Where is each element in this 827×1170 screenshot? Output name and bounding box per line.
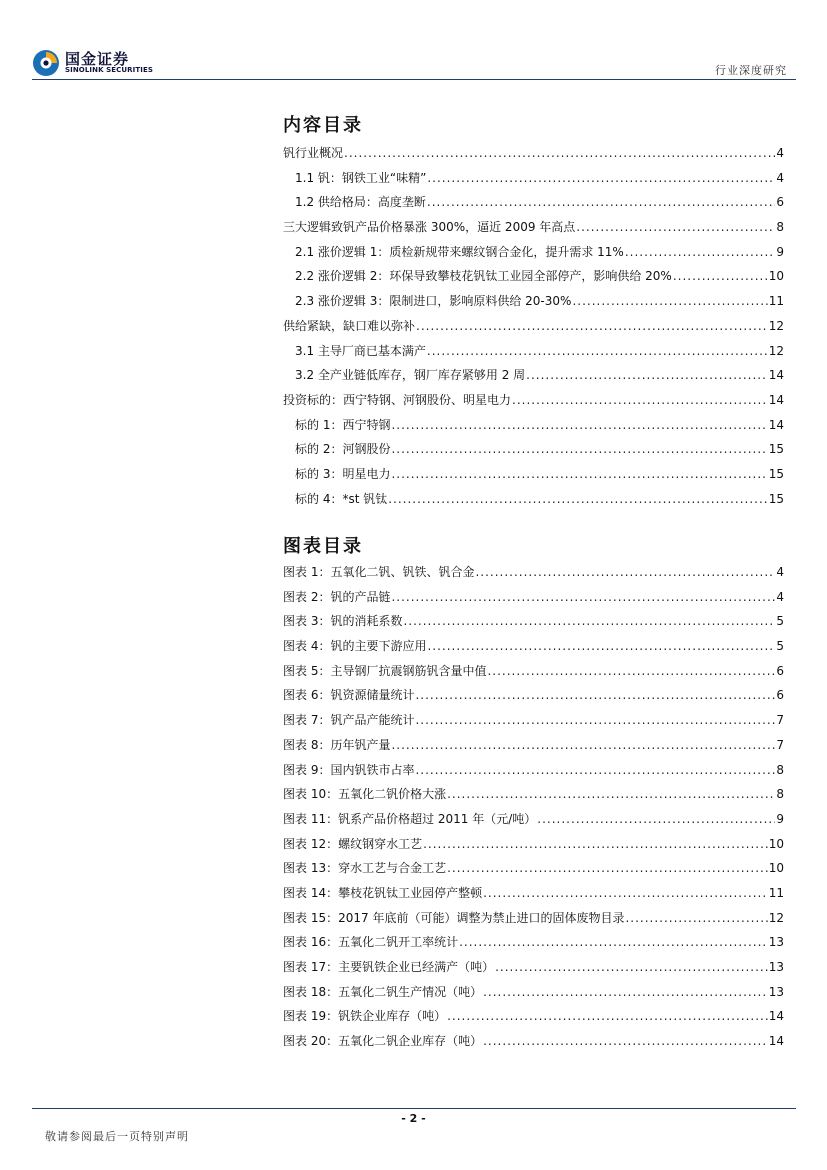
toc-entry-label: 钒行业概况 — [283, 146, 344, 160]
toc-entry-label: 图表 3：钒的消耗系数 — [283, 614, 403, 629]
toc-entry-label: 图表 20：五氧化二钒企业库存（吨） — [283, 1034, 483, 1049]
figure-entry[interactable] — [283, 930, 784, 955]
figure-entry[interactable] — [283, 980, 784, 1005]
toc-entry[interactable] — [283, 363, 784, 388]
figure-entry[interactable] — [283, 758, 784, 783]
toc-page-number: 9 — [776, 811, 784, 826]
toc-page-number: 6 — [776, 688, 784, 703]
toc-entry-label: 图表 7：钒产品产能统计 — [283, 713, 415, 728]
figure-entry[interactable] — [283, 659, 784, 684]
toc-entry[interactable] — [283, 314, 784, 339]
toc-page-number: 13 — [768, 960, 784, 974]
toc-dot-leader — [537, 807, 775, 832]
toc-dot-leader — [495, 955, 768, 980]
toc-page-number: 12 — [768, 318, 784, 333]
toc-dot-leader — [427, 339, 768, 364]
toc-page-number: 13 — [768, 984, 784, 999]
toc-entry[interactable] — [283, 289, 784, 314]
toc-entry[interactable] — [283, 141, 784, 166]
figure-entry[interactable] — [283, 906, 784, 931]
figure-entry[interactable] — [283, 733, 784, 758]
toc-page-number: 13 — [768, 935, 784, 950]
toc-page-number: 15 — [768, 491, 784, 506]
figure-entry[interactable] — [283, 609, 784, 634]
toc-entry-label: 图表 4：钒的主要下游应用 — [283, 639, 427, 654]
toc-page-number: 4 — [776, 170, 784, 185]
report-type: 行业深度研究 — [715, 64, 787, 77]
toc-dot-leader — [391, 585, 775, 610]
toc-page-number: 6 — [776, 663, 784, 678]
footer-disclaimer: 敬请参阅最后一页特别声明 — [45, 1130, 189, 1143]
toc-entry-label: 图表 5：主导钢厂抗震钢筋钒含量中值 — [283, 663, 487, 678]
toc-entry-label: 供给紧缺，缺口难以弥补 — [283, 318, 416, 333]
toc-entry-label: 图表 11：钒系产品价格超过 2011 年（元/吨） — [283, 811, 537, 826]
figure-entry[interactable] — [283, 856, 784, 881]
toc-entry[interactable] — [283, 487, 784, 512]
toc-page-number: 10 — [768, 836, 784, 851]
toc-dot-leader — [415, 708, 775, 733]
toc-dot-leader — [447, 1004, 768, 1029]
toc-page-number: 8 — [776, 762, 784, 777]
figure-entry[interactable] — [283, 560, 784, 585]
toc-dot-leader — [526, 363, 768, 388]
toc-page-number: 4 — [776, 589, 784, 604]
toc-page-number: 12 — [768, 343, 784, 358]
toc-page-number: 11 — [768, 294, 784, 309]
toc-entry[interactable] — [283, 166, 784, 191]
toc-entry[interactable] — [283, 413, 784, 438]
toc-page-number: 4 — [776, 146, 784, 160]
toc-dot-leader — [415, 758, 775, 783]
figure-entry[interactable] — [283, 782, 784, 807]
toc-entry-label: 3.2 全产业链低库存，钢厂库存紧够用 2 周 — [295, 368, 526, 383]
toc-dot-leader — [427, 166, 775, 191]
toc-entry-label: 标的 1：西宁特钢 — [295, 417, 391, 432]
toc-dot-leader — [475, 560, 775, 585]
toc-entry-label: 图表 8：历年钒产量 — [283, 737, 391, 752]
toc-entry-label: 图表 18：五氧化二钒生产情况（吨） — [283, 984, 483, 999]
toc-page-number: 14 — [768, 392, 784, 407]
toc-entry-label: 标的 4：*st 钒钛 — [295, 491, 388, 506]
toc-entry[interactable] — [283, 388, 784, 413]
toc-page-number: 14 — [768, 417, 784, 432]
page-header — [0, 0, 827, 82]
toc-entry[interactable] — [283, 462, 784, 487]
figures-list — [283, 560, 784, 1054]
toc-entry-label: 投资标的：西宁特钢、河钢股份、明星电力 — [283, 392, 512, 407]
toc-entry-label: 2.1 涨价逻辑 1：质检新规带来螺纹钢合金化，提升需求 11% — [295, 244, 624, 259]
toc-dot-leader — [391, 413, 767, 438]
toc-entry-label: 1.1 钒：钢铁工业“味精” — [295, 170, 427, 185]
toc-entry-label: 2.2 涨价逻辑 2：环保导致攀枝花钒钛工业园全部停产，影响供给 20% — [295, 269, 672, 284]
toc-page-number: 4 — [776, 565, 784, 579]
toc-entry-label: 图表 16：五氧化二钒开工率统计 — [283, 935, 459, 950]
contents-title: 内容目录 — [283, 115, 363, 136]
figure-entry[interactable] — [283, 807, 784, 832]
toc-dot-leader — [487, 659, 775, 684]
toc-dot-leader — [512, 388, 768, 413]
toc-entry-label: 2.3 涨价逻辑 3：限制进口，影响原料供给 20-30% — [295, 294, 572, 309]
figure-entry[interactable] — [283, 634, 784, 659]
toc-dot-leader — [427, 190, 775, 215]
toc-dot-leader — [483, 881, 768, 906]
toc-entry-label: 标的 2：河钢股份 — [295, 442, 391, 457]
toc-entry-label: 3.1 主导厂商已基本满产 — [295, 343, 426, 358]
toc-entry[interactable] — [283, 437, 784, 462]
toc-dot-leader — [673, 264, 768, 289]
figure-entry[interactable] — [283, 585, 784, 610]
toc-entry-label: 图表 10：五氧化二钒价格大涨 — [283, 787, 447, 802]
logo-name-cn: 国金证券 — [65, 50, 130, 68]
toc-page-number: 10 — [768, 269, 784, 284]
toc-entry-label: 图表 14：攀枝花钒钛工业园停产整顿 — [283, 885, 483, 900]
toc-dot-leader — [572, 289, 767, 314]
toc-entry-label: 图表 17：主要钒铁企业已经满产（吨） — [283, 960, 495, 974]
toc-entry-label: 图表 12：螺纹钢穿水工艺 — [283, 836, 423, 851]
toc-entry-label: 图表 19：钒铁企业库存（吨） — [283, 1009, 447, 1024]
toc-entry-label: 图表 6：钒资源储量统计 — [283, 688, 415, 703]
toc-dot-leader — [415, 683, 775, 708]
toc-dot-leader — [483, 1029, 768, 1054]
toc-page-number: 12 — [768, 910, 784, 925]
toc-dot-leader — [483, 980, 768, 1005]
toc-entry[interactable] — [283, 264, 784, 289]
company-logo — [32, 49, 162, 81]
toc-dot-leader — [625, 240, 776, 265]
toc-entry[interactable] — [283, 240, 784, 265]
toc-page-number: 15 — [768, 442, 784, 457]
toc-entry-label: 标的 3：明星电力 — [295, 466, 391, 481]
toc-dot-leader — [391, 462, 767, 487]
footer-divider — [32, 1108, 796, 1109]
toc-entry-label: 图表 2：钒的产品链 — [283, 589, 391, 604]
figure-entry[interactable] — [283, 1004, 784, 1029]
toc-dot-leader — [427, 634, 775, 659]
logo-name-en: SINOLINK SECURITIES — [65, 66, 153, 74]
header-divider — [32, 79, 796, 80]
contents-list — [283, 141, 784, 511]
toc-dot-leader — [391, 733, 775, 758]
toc-page-number: 5 — [776, 614, 784, 629]
toc-page-number: 10 — [768, 861, 784, 876]
figure-entry[interactable] — [283, 955, 784, 980]
toc-dot-leader — [447, 782, 775, 807]
toc-dot-leader — [625, 906, 767, 931]
toc-page-number: 9 — [776, 244, 784, 259]
figure-entry[interactable] — [283, 832, 784, 857]
figure-entry[interactable] — [283, 1029, 784, 1054]
toc-entry-label: 1.2 供给格局：高度垄断 — [295, 195, 426, 210]
toc-dot-leader — [416, 314, 768, 339]
figure-entry[interactable] — [283, 881, 784, 906]
toc-page-number: 8 — [776, 220, 784, 235]
toc-page-number: 14 — [768, 1009, 784, 1024]
toc-entry-label: 三大逻辑致钒产品价格暴涨 300%，逼近 2009 年高点 — [283, 220, 576, 235]
toc-page-number: 14 — [768, 368, 784, 383]
toc-dot-leader — [459, 930, 768, 955]
toc-page-number: 5 — [776, 639, 784, 654]
toc-page-number: 7 — [776, 737, 784, 752]
toc-dot-leader — [576, 215, 775, 240]
toc-page-number: 6 — [776, 195, 784, 210]
toc-page-number: 7 — [776, 713, 784, 728]
page-number: - 2 - — [401, 1112, 426, 1125]
toc-dot-leader — [344, 141, 775, 166]
toc-entry-label: 图表 1：五氧化二钒、钒铁、钒合金 — [283, 565, 475, 579]
toc-entry-label: 图表 13：穿水工艺与合金工艺 — [283, 861, 447, 876]
figures-title: 图表目录 — [283, 536, 363, 557]
toc-dot-leader — [391, 437, 767, 462]
toc-page-number: 15 — [768, 466, 784, 481]
toc-page-number: 14 — [768, 1034, 784, 1049]
toc-entry[interactable] — [283, 215, 784, 240]
toc-dot-leader — [423, 832, 768, 857]
toc-page-number: 8 — [776, 787, 784, 802]
toc-dot-leader — [447, 856, 768, 881]
toc-entry[interactable] — [283, 339, 784, 364]
logo-mark-icon — [32, 49, 60, 77]
figure-entry[interactable] — [283, 708, 784, 733]
toc-page-number: 11 — [768, 885, 784, 900]
toc-entry-label: 图表 9：国内钒铁市占率 — [283, 762, 415, 777]
toc-entry-label: 图表 15：2017 年底前（可能）调整为禁止进口的固体废物目录 — [283, 910, 625, 925]
figure-entry[interactable] — [283, 683, 784, 708]
toc-dot-leader — [388, 487, 767, 512]
toc-entry[interactable] — [283, 190, 784, 215]
toc-dot-leader — [403, 609, 775, 634]
